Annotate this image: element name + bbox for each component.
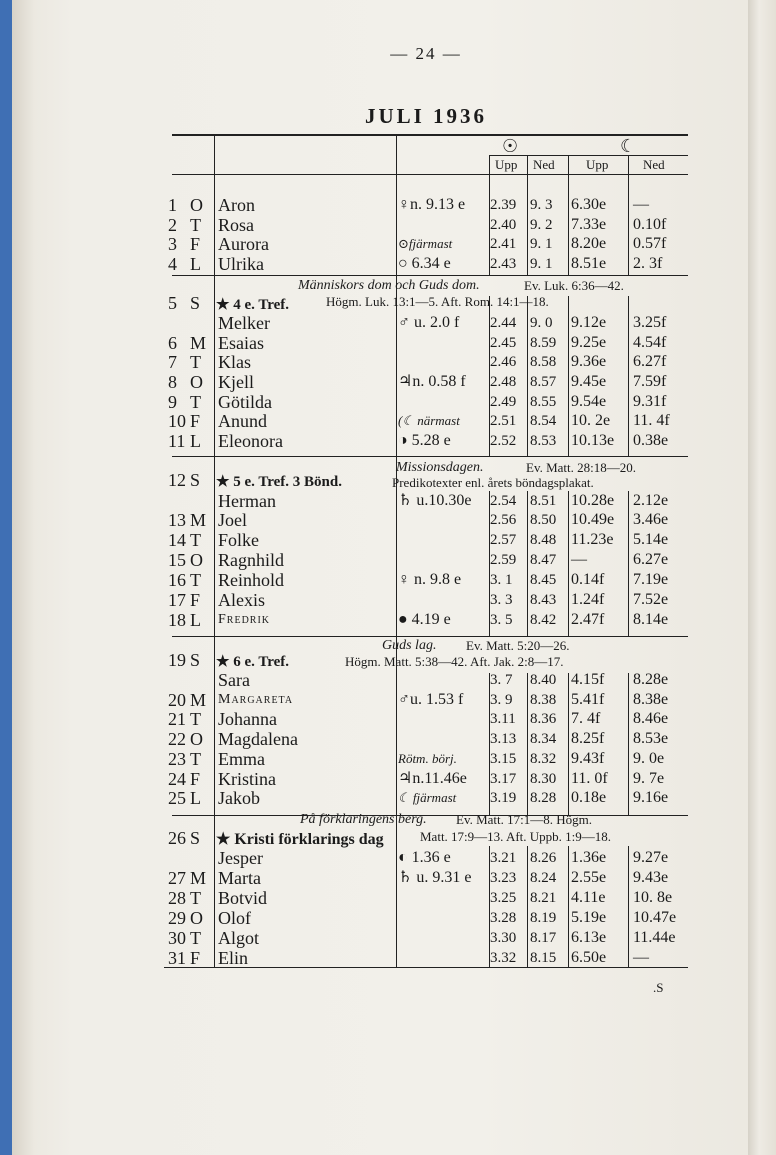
next-page-edge xyxy=(748,0,776,1155)
moon-rise-time: 0.18e xyxy=(571,789,607,806)
column-line xyxy=(628,491,629,636)
sun-rise-time: 3.25 xyxy=(490,890,517,906)
sun-rise-time: 2.52 xyxy=(490,433,517,449)
name-day: Herman xyxy=(218,491,276,511)
sunday-theme: Guds lag. xyxy=(382,638,437,653)
moon-rise-time: 9.25e xyxy=(571,334,607,351)
sunday-theme: Människors dom och Guds dom. xyxy=(298,278,480,293)
day-number: 18 xyxy=(168,610,186,630)
name-day: Margareta xyxy=(218,692,294,707)
moon-rise-time: 0.14f xyxy=(571,571,605,588)
astro-event: ♀n. 9.13 e xyxy=(398,196,466,213)
day-number: 30 xyxy=(168,928,186,948)
sun-set-time: 8.30 xyxy=(530,771,557,787)
weekday-letter: T xyxy=(190,352,201,372)
moon-set-time: 9.43e xyxy=(633,869,669,886)
day-number: 23 xyxy=(168,749,186,769)
sun-rise-time: 3.13 xyxy=(490,731,517,747)
sun-set-time: 8.55 xyxy=(530,394,557,410)
moon-set-time: 8.53e xyxy=(633,730,669,747)
sunday-name: ★ 5 e. Tref. 3 Bönd. xyxy=(216,474,342,490)
sun-set-time: 9. 1 xyxy=(530,256,553,272)
moon-rise-time: 4.11e xyxy=(571,889,606,906)
name-day: Anund xyxy=(218,411,267,431)
moon-set-time: 9. 0e xyxy=(633,750,665,767)
sun-rise-time: 3. 9 xyxy=(490,692,513,708)
sun-set-time: 8.42 xyxy=(530,612,557,628)
day-number: 1 xyxy=(168,195,177,215)
sunday-sermon-refs: Matt. 17:9—13. Aft. Uppb. 1:9—18. xyxy=(420,829,612,844)
moon-set-time: 4.54f xyxy=(633,334,667,351)
sun-rise-time: 2.54 xyxy=(490,493,517,509)
moon-rise-time: 1.36e xyxy=(571,849,607,866)
astro-event: ♄ u.10.30e xyxy=(398,492,472,509)
sun-icon: ☉ xyxy=(502,136,519,156)
moon-set-time: — xyxy=(633,196,649,213)
column-line xyxy=(527,491,528,636)
name-day: Algot xyxy=(218,928,260,948)
moon-rise-time: 10.28e xyxy=(571,492,615,509)
moon-rise-time: 10.13e xyxy=(571,432,615,449)
column-line xyxy=(527,155,528,275)
moon-set-time: 7.59f xyxy=(633,373,667,390)
day-number: 8 xyxy=(168,372,177,392)
sunday-sermon-refs: Högm. Matt. 5:38—42. Aft. Jak. 2:8—17. xyxy=(345,654,564,669)
day-number: 2 xyxy=(168,215,177,235)
header-sun-set: Ned xyxy=(533,157,555,172)
sun-rise-time: 3.11 xyxy=(490,711,516,727)
sun-set-time: 8.50 xyxy=(530,512,557,528)
sun-rise-time: 2.48 xyxy=(490,374,517,390)
rule-line xyxy=(172,134,688,136)
moon-set-time: 0.38e xyxy=(633,432,669,449)
moon-set-time: 7.52e xyxy=(633,591,669,608)
weekday-letter: T xyxy=(190,888,201,908)
sunday-sermon-refs: Predikotexter enl. årets böndagsplakat. xyxy=(392,475,594,490)
weekday-letter: O xyxy=(190,195,203,215)
moon-rise-time: 9.36e xyxy=(571,353,607,370)
sun-set-time: 9. 3 xyxy=(530,197,553,213)
sun-set-time: 8.17 xyxy=(530,930,557,946)
astro-event: Rötm. börj. xyxy=(398,751,457,766)
moon-set-time: 9.31f xyxy=(633,393,667,410)
day-number: 12 xyxy=(168,470,186,490)
day-number: 17 xyxy=(168,590,186,610)
moon-rise-time: 1.24f xyxy=(571,591,605,608)
name-day: Götilda xyxy=(218,392,272,412)
moon-set-time: — xyxy=(633,949,649,966)
name-day: Alexis xyxy=(218,590,265,610)
name-day: Ragnhild xyxy=(218,550,284,570)
sun-set-time: 8.51 xyxy=(530,493,557,509)
moon-set-time: 6.27f xyxy=(633,353,667,370)
sun-rise-time: 3.23 xyxy=(490,870,517,886)
astro-event: ⊙fjärmast xyxy=(398,236,453,251)
name-day: Olof xyxy=(218,908,251,928)
sun-rise-time: 2.56 xyxy=(490,512,517,528)
sunday-theme: Missionsdagen. xyxy=(396,460,484,475)
sun-set-time: 8.53 xyxy=(530,433,557,449)
column-line xyxy=(527,296,528,456)
sun-rise-time: 3. 7 xyxy=(490,672,513,688)
weekday-letter: M xyxy=(190,333,207,353)
astro-event: ♃n. 0.58 f xyxy=(398,373,466,390)
moon-rise-time: 5.41f xyxy=(571,691,605,708)
sun-set-time: 8.19 xyxy=(530,910,557,926)
sun-set-time: 9. 0 xyxy=(530,315,553,331)
day-number: 4 xyxy=(168,254,177,274)
name-day: Marta xyxy=(218,868,261,888)
column-line xyxy=(568,296,569,456)
weekday-letter: F xyxy=(190,234,201,254)
moon-set-time: 8.28e xyxy=(633,671,669,688)
column-line xyxy=(628,846,629,967)
name-day: Folke xyxy=(218,530,260,550)
name-day: Esaias xyxy=(218,333,264,353)
weekday-letter: L xyxy=(190,431,201,451)
day-number: 21 xyxy=(168,709,186,729)
name-day: Klas xyxy=(218,352,251,372)
name-day: Joel xyxy=(218,510,247,530)
sun-rise-time: 3.21 xyxy=(490,850,517,866)
sun-set-time: 8.43 xyxy=(530,592,557,608)
sun-rise-time: 2.39 xyxy=(490,197,517,213)
weekday-letter: O xyxy=(190,908,203,928)
page-number: — 24 — xyxy=(390,44,462,63)
moon-rise-time: 9.43f xyxy=(571,750,605,767)
moon-rise-time: 7. 4f xyxy=(571,710,601,727)
rule-line xyxy=(172,174,688,175)
weekday-letter: S xyxy=(190,650,201,670)
moon-rise-time: 7.33e xyxy=(571,216,607,233)
column-line xyxy=(628,155,629,275)
moon-set-time: 7.19e xyxy=(633,571,669,588)
weekday-letter: F xyxy=(190,590,201,610)
sun-set-time: 8.36 xyxy=(530,711,557,727)
rule-line xyxy=(489,155,688,156)
weekday-letter: T xyxy=(190,215,201,235)
day-number: 9 xyxy=(168,392,177,412)
astro-event: ☾ fjärmast xyxy=(398,790,457,805)
moon-set-time: 6.27e xyxy=(633,551,669,568)
sun-rise-time: 2.51 xyxy=(490,413,517,429)
sun-rise-time: 3.15 xyxy=(490,751,517,767)
weekday-letter: M xyxy=(190,868,207,888)
moon-set-time: 0.10f xyxy=(633,216,667,233)
day-number: 29 xyxy=(168,908,186,928)
header-sun-rise: Upp xyxy=(495,157,518,172)
sun-rise-time: 3.19 xyxy=(490,790,517,806)
sun-set-time: 8.28 xyxy=(530,790,557,806)
column-line xyxy=(628,296,629,456)
moon-set-time: 10.47e xyxy=(633,909,677,926)
weekday-letter: O xyxy=(190,729,203,749)
column-line xyxy=(527,846,528,967)
moon-set-time: 2.12e xyxy=(633,492,669,509)
day-number: 11 xyxy=(168,431,186,451)
rule-line xyxy=(172,815,688,816)
moon-rise-time: 10. 2e xyxy=(571,412,611,429)
sun-set-time: 8.59 xyxy=(530,335,557,351)
moon-set-time: 3.25f xyxy=(633,314,667,331)
day-number: 16 xyxy=(168,570,186,590)
name-day: Aron xyxy=(218,195,255,215)
moon-rise-time: 8.51e xyxy=(571,255,607,272)
sun-rise-time: 2.43 xyxy=(490,256,517,272)
astro-event: ○ 6.34 e xyxy=(398,255,451,272)
column-line xyxy=(214,134,215,967)
sun-set-time: 8.57 xyxy=(530,374,557,390)
day-number: 6 xyxy=(168,333,177,353)
sun-rise-time: 2.59 xyxy=(490,552,517,568)
name-day: Aurora xyxy=(218,234,269,254)
day-number: 7 xyxy=(168,352,177,372)
header-moon-set: Ned xyxy=(643,157,665,172)
day-number: 3 xyxy=(168,234,177,254)
day-number: 25 xyxy=(168,788,186,808)
column-line xyxy=(568,673,569,815)
moon-rise-time: 9.12e xyxy=(571,314,607,331)
day-number: 20 xyxy=(168,690,186,710)
astro-event: ♀ n. 9.8 e xyxy=(398,571,462,588)
sun-rise-time: 3. 3 xyxy=(490,592,513,608)
sun-set-time: 8.24 xyxy=(530,870,557,886)
page-title: JULI 1936 xyxy=(364,104,488,128)
sun-set-time: 8.47 xyxy=(530,552,557,568)
moon-rise-time: 10.49e xyxy=(571,511,615,528)
sun-set-time: 8.38 xyxy=(530,692,557,708)
sun-set-time: 8.26 xyxy=(530,850,557,866)
day-number: 26 xyxy=(168,828,186,848)
weekday-letter: S xyxy=(190,470,201,490)
moon-set-time: 10. 8e xyxy=(633,889,673,906)
sun-rise-time: 3.28 xyxy=(490,910,517,926)
moon-rise-time: — xyxy=(571,551,587,568)
moon-rise-time: 8.20e xyxy=(571,235,607,252)
name-day: Fredrik xyxy=(218,612,271,627)
day-number: 31 xyxy=(168,948,186,968)
name-day: Johanna xyxy=(218,709,277,729)
astro-event: (☾ närmast xyxy=(398,413,460,428)
name-day: Kjell xyxy=(218,372,254,392)
weekday-letter: S xyxy=(190,828,201,848)
weekday-letter: T xyxy=(190,928,201,948)
header-moon-rise: Upp xyxy=(586,157,609,172)
rule-line xyxy=(172,456,688,457)
day-number: 19 xyxy=(168,650,186,670)
weekday-letter: T xyxy=(190,749,201,769)
astro-event: ◑ 5.28 e xyxy=(398,432,451,449)
weekday-letter: M xyxy=(190,690,207,710)
name-day: Eleonora xyxy=(218,431,283,451)
weekday-letter: M xyxy=(190,510,207,530)
sun-set-time: 8.32 xyxy=(530,751,557,767)
name-day: Jakob xyxy=(218,788,260,808)
moon-set-time: 8.38e xyxy=(633,691,669,708)
moon-set-time: 11. 4f xyxy=(633,412,670,429)
astro-event: ● 4.19 e xyxy=(398,611,451,628)
day-number: 5 xyxy=(168,293,177,313)
weekday-letter: L xyxy=(190,610,201,630)
day-number: 24 xyxy=(168,769,186,789)
moon-icon: ☾ xyxy=(620,136,637,156)
sun-rise-time: 2.46 xyxy=(490,354,517,370)
name-day: Ulrika xyxy=(218,254,264,274)
sun-rise-time: 3.30 xyxy=(490,930,517,946)
astro-event: ♂u. 1.53 f xyxy=(398,691,464,708)
sun-set-time: 8.45 xyxy=(530,572,557,588)
moon-rise-time: 11. 0f xyxy=(571,770,608,787)
sun-rise-time: 2.40 xyxy=(490,217,517,233)
moon-rise-time: 6.50e xyxy=(571,949,607,966)
moon-rise-time: 11.23e xyxy=(571,531,614,548)
sun-rise-time: 2.57 xyxy=(490,532,517,548)
sun-rise-time: 2.41 xyxy=(490,236,517,252)
sunday-sermon-refs: Högm. Luk. 13:1—5. Aft. Rom. 14:1—18. xyxy=(326,294,549,309)
moon-rise-time: 6.13e xyxy=(571,929,607,946)
sun-set-time: 8.48 xyxy=(530,532,557,548)
sunday-name: ★ Kristi förklarings dag xyxy=(216,831,384,848)
name-day: Rosa xyxy=(218,215,254,235)
day-number: 10 xyxy=(168,411,186,431)
sun-set-time: 8.21 xyxy=(530,890,557,906)
column-line xyxy=(568,155,569,275)
sun-rise-time: 3.17 xyxy=(490,771,517,787)
weekday-letter: F xyxy=(190,948,201,968)
weekday-letter: T xyxy=(190,709,201,729)
moon-set-time: 8.46e xyxy=(633,710,669,727)
day-number: 15 xyxy=(168,550,186,570)
sun-set-time: 9. 2 xyxy=(530,217,553,233)
sunday-theme: På förklaringens berg. xyxy=(300,812,427,827)
column-line xyxy=(396,134,397,967)
column-line xyxy=(568,491,569,636)
name-day: Sara xyxy=(218,670,250,690)
moon-rise-time: 5.19e xyxy=(571,909,607,926)
moon-set-time: 11.44e xyxy=(633,929,676,946)
weekday-letter: O xyxy=(190,372,203,392)
sunday-name: ★ 4 e. Tref. xyxy=(216,297,290,313)
moon-set-time: 0.57f xyxy=(633,235,667,252)
sun-rise-time: 3.32 xyxy=(490,950,517,966)
moon-rise-time: 2.47f xyxy=(571,611,605,628)
rule-line xyxy=(172,636,688,637)
weekday-letter: S xyxy=(190,293,201,313)
moon-set-time: 3.46e xyxy=(633,511,669,528)
column-line xyxy=(568,846,569,967)
moon-rise-time: 8.25f xyxy=(571,730,605,747)
moon-set-time: 2. 3f xyxy=(633,255,663,272)
moon-set-time: 9.16e xyxy=(633,789,669,806)
sun-set-time: 8.40 xyxy=(530,672,557,688)
column-line xyxy=(628,673,629,815)
weekday-letter: O xyxy=(190,550,203,570)
moon-rise-time: 4.15f xyxy=(571,671,605,688)
astro-event: ♂ u. 2.0 f xyxy=(398,314,460,331)
sun-set-time: 8.15 xyxy=(530,950,557,966)
day-number: 27 xyxy=(168,868,186,888)
sun-set-time: 9. 1 xyxy=(530,236,553,252)
moon-rise-time: 9.45e xyxy=(571,373,607,390)
weekday-letter: F xyxy=(190,411,201,431)
moon-set-time: 9. 7e xyxy=(633,770,665,787)
sun-set-time: 8.54 xyxy=(530,413,557,429)
weekday-letter: T xyxy=(190,570,201,590)
astro-event: ♃n.11.46e xyxy=(398,770,467,787)
name-day: Melker xyxy=(218,313,270,333)
day-number: 22 xyxy=(168,729,186,749)
astro-event: ♄ u. 9.31 e xyxy=(398,869,472,886)
sun-rise-time: 2.44 xyxy=(490,315,517,331)
sunday-gospel-ref: Ev. Luk. 6:36—42. xyxy=(524,278,624,293)
name-day: Emma xyxy=(218,749,265,769)
sunday-gospel-ref: Ev. Matt. 17:1—8. Högm. xyxy=(456,812,593,827)
name-day: Elin xyxy=(218,948,248,968)
weekday-letter: F xyxy=(190,769,201,789)
sun-rise-time: 2.49 xyxy=(490,394,517,410)
footer-mark: .S xyxy=(653,980,664,995)
rule-line xyxy=(172,275,688,276)
day-number: 13 xyxy=(168,510,186,530)
name-day: Jesper xyxy=(218,848,263,868)
sunday-gospel-ref: Ev. Matt. 5:20—26. xyxy=(466,638,570,653)
sun-rise-time: 3. 1 xyxy=(490,572,513,588)
astro-event: ◐ 1.36 e xyxy=(398,849,451,866)
name-day: Magdalena xyxy=(218,729,298,749)
name-day: Kristina xyxy=(218,769,276,789)
day-number: 14 xyxy=(168,530,186,550)
moon-set-time: 9.27e xyxy=(633,849,669,866)
moon-set-time: 5.14e xyxy=(633,531,669,548)
sun-rise-time: 3. 5 xyxy=(490,612,513,628)
weekday-letter: T xyxy=(190,392,201,412)
weekday-letter: L xyxy=(190,254,201,274)
name-day: Reinhold xyxy=(218,570,284,590)
moon-rise-time: 9.54e xyxy=(571,393,607,410)
moon-set-time: 8.14e xyxy=(633,611,669,628)
sunday-name: ★ 6 e. Tref. xyxy=(216,654,290,670)
name-day: Botvid xyxy=(218,888,268,908)
sunday-gospel-ref: Ev. Matt. 28:18—20. xyxy=(526,460,637,475)
moon-rise-time: 2.55e xyxy=(571,869,607,886)
sun-set-time: 8.58 xyxy=(530,354,557,370)
moon-rise-time: 6.30e xyxy=(571,196,607,213)
column-line xyxy=(527,673,528,815)
weekday-letter: T xyxy=(190,530,201,550)
weekday-letter: L xyxy=(190,788,201,808)
sun-set-time: 8.34 xyxy=(530,731,557,747)
day-number: 28 xyxy=(168,888,186,908)
sun-rise-time: 2.45 xyxy=(490,335,517,351)
